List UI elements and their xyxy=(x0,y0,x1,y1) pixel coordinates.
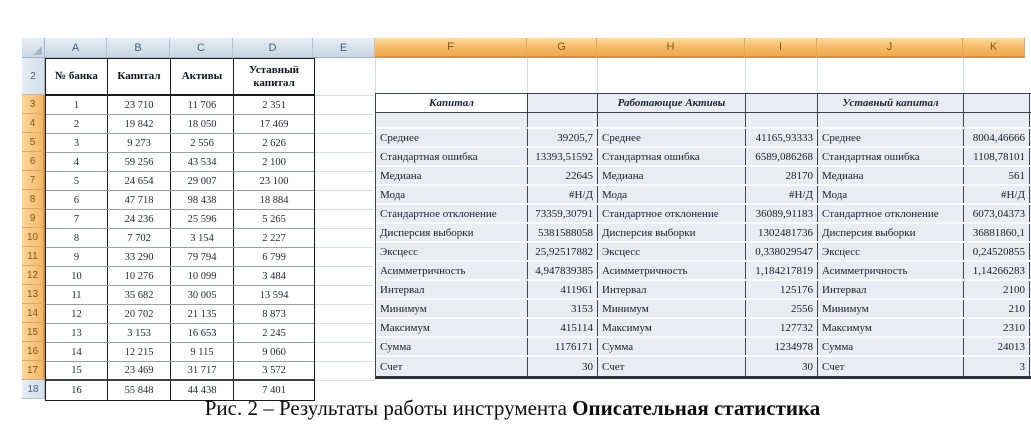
bank-table-row xyxy=(46,172,314,191)
bank-cell[interactable]: 16 xyxy=(46,381,108,400)
stat-value-cell[interactable]: 30 xyxy=(746,357,818,376)
corner-triangle-icon xyxy=(33,46,42,55)
gridline xyxy=(314,228,374,229)
stat-label-cell[interactable]: Асимметричность xyxy=(376,262,528,279)
bank-header-cell[interactable]: Активы xyxy=(171,59,234,94)
bank-table-row xyxy=(46,286,314,305)
stat-label-cell[interactable]: Счет xyxy=(818,357,964,376)
bank-cell[interactable]: 2 351 xyxy=(262,99,286,111)
stat-value-cell[interactable]: 1,184217819 xyxy=(746,262,818,279)
row-header-7[interactable]: 7 xyxy=(22,171,45,190)
bank-cell[interactable]: 10 276 xyxy=(108,267,171,285)
bank-cell[interactable]: 13 xyxy=(46,324,108,342)
bank-cell[interactable]: 29 007 xyxy=(171,172,234,190)
bank-cell[interactable]: 12 215 xyxy=(108,343,171,361)
bank-header-cell[interactable]: Капитал xyxy=(108,59,171,94)
column-header-G[interactable]: G xyxy=(527,38,597,58)
bank-cell[interactable]: 9 xyxy=(46,248,108,266)
stats-row xyxy=(376,205,1031,224)
stat-value-cell[interactable]: 73359,30791 xyxy=(528,205,598,222)
bank-cell[interactable]: 5 xyxy=(46,172,108,190)
stat-label-cell[interactable]: Дисперсия выборки xyxy=(376,224,528,241)
row-header-9[interactable]: 9 xyxy=(22,209,45,228)
gridline xyxy=(314,190,374,191)
stat-label-cell[interactable]: Максимум xyxy=(376,319,528,336)
stats-empty-row xyxy=(376,113,1031,129)
stat-label-cell[interactable]: Эксцесс xyxy=(376,243,528,260)
bank-table-row xyxy=(46,229,314,248)
stat-label-cell[interactable]: Среднее xyxy=(818,129,964,146)
bank-cell[interactable]: 8 873 xyxy=(262,308,286,320)
bank-cell[interactable]: 15 xyxy=(46,362,108,379)
stats-row xyxy=(376,338,1031,357)
bank-table-row xyxy=(46,305,314,324)
stat-value-cell[interactable]: 25,92517882 xyxy=(528,243,598,260)
stat-value-cell[interactable]: 30 xyxy=(528,357,598,376)
column-header-E[interactable]: E xyxy=(313,38,375,58)
stats-row xyxy=(376,357,1031,376)
stat-label-cell[interactable]: Эксцесс xyxy=(598,243,746,260)
column-header-D[interactable]: D xyxy=(233,38,313,58)
stat-label-cell[interactable]: Минимум xyxy=(818,300,964,317)
stat-label-cell[interactable]: Стандартная ошибка xyxy=(818,148,964,165)
stat-value-cell[interactable]: #Н/Д xyxy=(964,186,1030,203)
bank-header-cell[interactable]: Уставный капитал xyxy=(248,63,299,89)
stat-label-cell[interactable]: Среднее xyxy=(598,129,746,146)
stat-value-cell[interactable]: #Н/Д xyxy=(528,186,598,203)
stats-row xyxy=(376,167,1031,186)
stat-label-cell[interactable]: Стандартное отклонение xyxy=(376,205,528,222)
stat-label-cell[interactable]: Сумма xyxy=(818,338,964,355)
stat-value-cell[interactable]: 6589,086268 xyxy=(746,148,818,165)
column-header-F[interactable]: F xyxy=(375,38,527,58)
bank-cell[interactable]: 30 005 xyxy=(171,286,234,304)
bank-cell[interactable]: 25 596 xyxy=(171,210,234,228)
stat-label-cell[interactable]: Мода xyxy=(818,186,964,203)
stat-label-cell[interactable]: Стандартное отклонение xyxy=(818,205,964,222)
stat-label-cell[interactable]: Эксцесс xyxy=(818,243,964,260)
stat-label-cell[interactable]: Максимум xyxy=(598,319,746,336)
row-header-12[interactable]: 12 xyxy=(22,266,45,285)
caption-bold: Описательная статистика xyxy=(572,396,821,420)
stat-value-cell[interactable]: 3153 xyxy=(528,300,598,317)
bank-cell[interactable]: 23 469 xyxy=(108,362,171,379)
stat-label-cell[interactable]: Максимум xyxy=(818,319,964,336)
stat-label-cell[interactable]: Стандартное отклонение xyxy=(598,205,746,222)
gridline xyxy=(527,58,528,93)
bank-cell[interactable]: 2 556 xyxy=(171,134,234,152)
gridline xyxy=(314,133,374,134)
bank-cell[interactable]: 2 245 xyxy=(262,327,286,339)
stat-value-cell[interactable]: 210 xyxy=(964,300,1030,317)
row-header-5[interactable]: 5 xyxy=(22,133,45,152)
stat-label-cell[interactable]: Медиана xyxy=(818,167,964,184)
stat-value-cell[interactable]: 2310 xyxy=(964,319,1030,336)
stat-value-cell[interactable]: 41165,93333 xyxy=(746,129,818,146)
bank-cell[interactable]: 2 227 xyxy=(262,232,286,244)
stat-value-cell[interactable]: 415114 xyxy=(528,319,598,336)
stat-value-cell[interactable]: 1176171 xyxy=(528,338,598,355)
bank-cell[interactable]: 9 115 xyxy=(171,343,234,361)
stats-row xyxy=(376,224,1031,243)
stat-label-cell[interactable]: Минимум xyxy=(376,300,528,317)
caption-text: Рис. 2 – Результаты работы инструмента xyxy=(204,396,573,420)
stats-row xyxy=(376,300,1031,319)
column-headers-row xyxy=(22,38,1025,58)
bank-cell[interactable]: 6 799 xyxy=(262,251,286,263)
row-header-15[interactable]: 15 xyxy=(22,323,45,342)
gridline xyxy=(745,58,746,93)
stats-row xyxy=(376,148,1031,167)
bank-cell[interactable]: 31 717 xyxy=(171,362,234,379)
row-header-10[interactable]: 10 xyxy=(22,228,45,247)
bank-cell[interactable]: 14 xyxy=(46,343,108,361)
bank-table-row xyxy=(46,210,314,229)
bank-cell[interactable]: 2 626 xyxy=(262,137,286,149)
gridline xyxy=(314,380,374,381)
bank-cell[interactable]: 18 884 xyxy=(259,194,289,206)
row-headers xyxy=(22,58,45,399)
stats-empty-cell[interactable] xyxy=(376,113,528,127)
stat-value-cell[interactable]: 1,14266283 xyxy=(964,262,1030,279)
stat-label-cell[interactable]: Дисперсия выборки xyxy=(818,224,964,241)
bank-cell[interactable]: 47 718 xyxy=(108,191,171,209)
bank-cell[interactable]: 7 xyxy=(46,210,108,228)
stat-label-cell[interactable]: Асимметричность xyxy=(598,262,746,279)
row-header-3[interactable]: 3 xyxy=(22,95,45,114)
bank-header-cell[interactable]: № банка xyxy=(46,59,108,94)
gridline xyxy=(314,114,374,115)
stat-label-cell[interactable]: Медиана xyxy=(598,167,746,184)
stat-value-cell[interactable]: 125176 xyxy=(746,281,818,298)
bank-cell[interactable]: 98 438 xyxy=(171,191,234,209)
stat-label-cell[interactable]: Стандартная ошибка xyxy=(376,148,528,165)
stat-value-cell[interactable]: 24013 xyxy=(964,338,1030,355)
stats-empty-cell[interactable] xyxy=(528,113,598,127)
bank-cell[interactable]: 16 653 xyxy=(171,324,234,342)
row-header-2[interactable]: 2 xyxy=(22,58,45,95)
bank-cell[interactable]: 23 710 xyxy=(108,96,171,114)
bank-table-row xyxy=(46,191,314,210)
stat-label-cell[interactable]: Интервал xyxy=(598,281,746,298)
stat-value-cell[interactable]: 0,24520855 xyxy=(964,243,1030,260)
stats-row xyxy=(376,186,1031,205)
row-header-6[interactable]: 6 xyxy=(22,152,45,171)
bank-cell[interactable]: 1 xyxy=(46,96,108,114)
bank-data-table xyxy=(45,58,315,401)
gridline xyxy=(314,247,374,248)
row-header-18[interactable]: 18 xyxy=(22,380,45,399)
stat-label-cell[interactable]: Мода xyxy=(598,186,746,203)
stats-row xyxy=(376,243,1031,262)
gridline xyxy=(314,209,374,210)
stats-header-row xyxy=(376,94,1031,113)
stats-header-empty-cell[interactable] xyxy=(746,94,818,112)
stat-value-cell[interactable]: 561 xyxy=(964,167,1030,184)
stat-value-cell[interactable]: 3 xyxy=(964,357,1030,376)
bank-table-row xyxy=(46,134,314,153)
figure-caption xyxy=(0,396,1025,421)
bank-cell[interactable]: 24 236 xyxy=(108,210,171,228)
bank-table-row xyxy=(46,248,314,267)
gridline xyxy=(314,266,374,267)
column-header-K[interactable]: K xyxy=(963,38,1025,58)
stat-label-cell[interactable]: Минимум xyxy=(598,300,746,317)
bank-cell[interactable]: 20 702 xyxy=(108,305,171,323)
gridline xyxy=(314,152,374,153)
bank-cell[interactable]: 23 100 xyxy=(259,175,289,187)
stat-value-cell[interactable]: 28170 xyxy=(746,167,818,184)
stat-label-cell[interactable]: Счет xyxy=(598,357,746,376)
stat-value-cell[interactable]: #Н/Д xyxy=(746,186,818,203)
bank-cell[interactable]: 3 484 xyxy=(262,270,286,282)
bank-table-row xyxy=(46,267,314,286)
bank-table-row xyxy=(46,153,314,172)
column-header-C[interactable]: C xyxy=(170,38,233,58)
stat-value-cell[interactable]: 411961 xyxy=(528,281,598,298)
column-header-A[interactable]: A xyxy=(45,38,107,58)
bank-cell[interactable]: 2 xyxy=(46,115,108,133)
stat-label-cell[interactable]: Мода xyxy=(376,186,528,203)
stats-header-empty-cell[interactable] xyxy=(964,94,1030,112)
bank-cell[interactable]: 3 572 xyxy=(262,365,286,376)
stat-value-cell[interactable]: 39205,7 xyxy=(528,129,598,146)
bank-cell[interactable]: 13 594 xyxy=(259,289,289,301)
bank-cell[interactable]: 8 xyxy=(46,229,108,247)
row-header-16[interactable]: 16 xyxy=(22,342,45,361)
column-header-H[interactable]: H xyxy=(597,38,745,58)
stat-label-cell[interactable]: Интервал xyxy=(818,281,964,298)
column-header-J[interactable]: J xyxy=(817,38,963,58)
stat-label-cell[interactable]: Медиана xyxy=(376,167,528,184)
bank-cell[interactable]: 59 256 xyxy=(108,153,171,171)
stat-value-cell[interactable]: 1108,78101 xyxy=(964,148,1030,165)
stat-label-cell[interactable]: Сумма xyxy=(376,338,528,355)
select-all-corner[interactable] xyxy=(22,38,45,58)
gridline xyxy=(314,95,374,96)
stat-value-cell[interactable]: 0,338029547 xyxy=(746,243,818,260)
bank-cell[interactable]: 19 842 xyxy=(108,115,171,133)
bank-cell[interactable]: 10 xyxy=(46,267,108,285)
row-header-13[interactable]: 13 xyxy=(22,285,45,304)
bank-table-row xyxy=(46,115,314,134)
gridline xyxy=(314,342,374,343)
row-header-4[interactable]: 4 xyxy=(22,114,45,133)
bank-cell[interactable]: 55 848 xyxy=(108,381,171,400)
bank-cell[interactable]: 11 xyxy=(46,286,108,304)
bank-cell[interactable]: 3 xyxy=(46,134,108,152)
stat-value-cell[interactable]: 127732 xyxy=(746,319,818,336)
bank-table-header-row xyxy=(46,59,314,96)
stats-group-header[interactable]: Работающие Активы xyxy=(598,94,746,112)
stat-value-cell[interactable]: 22645 xyxy=(528,167,598,184)
bank-cell[interactable]: 33 290 xyxy=(108,248,171,266)
bank-cell[interactable]: 2 100 xyxy=(262,156,286,168)
stat-value-cell[interactable]: 6073,04373 xyxy=(964,205,1030,222)
stats-empty-cell[interactable] xyxy=(964,113,1030,127)
bank-cell[interactable]: 21 135 xyxy=(171,305,234,323)
bank-cell[interactable]: 79 794 xyxy=(171,248,234,266)
bank-cell[interactable]: 11 706 xyxy=(171,96,234,114)
stat-label-cell[interactable]: Дисперсия выборки xyxy=(598,224,746,241)
stat-value-cell[interactable]: 8004,46666 xyxy=(964,129,1030,146)
stat-value-cell[interactable]: 36089,91183 xyxy=(746,205,818,222)
stat-label-cell[interactable]: Интервал xyxy=(376,281,528,298)
stat-value-cell[interactable]: 13393,51592 xyxy=(528,148,598,165)
stat-label-cell[interactable]: Сумма xyxy=(598,338,746,355)
row-header-11[interactable]: 11 xyxy=(22,247,45,266)
bank-cell[interactable]: 24 654 xyxy=(108,172,171,190)
gridline xyxy=(314,285,374,286)
stats-empty-cell[interactable] xyxy=(818,113,964,127)
bank-cell[interactable]: 17 469 xyxy=(259,118,289,130)
bank-cell[interactable]: 10 099 xyxy=(171,267,234,285)
bank-cell[interactable]: 18 050 xyxy=(171,115,234,133)
column-header-I[interactable]: I xyxy=(745,38,817,58)
row-header-8[interactable]: 8 xyxy=(22,190,45,209)
stat-value-cell[interactable]: 1234978 xyxy=(746,338,818,355)
bank-cell[interactable]: 35 682 xyxy=(108,286,171,304)
stats-empty-cell[interactable] xyxy=(746,113,818,127)
gridline xyxy=(963,58,964,93)
stat-value-cell[interactable]: 5381588058 xyxy=(528,224,598,241)
bank-cell[interactable]: 9 273 xyxy=(108,134,171,152)
gridline xyxy=(314,304,374,305)
gridline xyxy=(314,323,374,324)
bank-cell[interactable]: 5 265 xyxy=(262,213,286,225)
bank-cell[interactable]: 3 154 xyxy=(171,229,234,247)
stat-label-cell[interactable]: Среднее xyxy=(376,129,528,146)
gridline xyxy=(314,361,374,362)
stats-group-header[interactable]: Уставный капитал xyxy=(818,94,964,112)
bank-cell[interactable]: 6 xyxy=(46,191,108,209)
bank-cell[interactable]: 9 060 xyxy=(262,346,286,358)
gridline xyxy=(375,58,376,93)
gridline xyxy=(314,171,374,172)
stat-value-cell[interactable]: 36881860,1 xyxy=(964,224,1030,241)
row-header-14[interactable]: 14 xyxy=(22,304,45,323)
stat-value-cell[interactable]: 2556 xyxy=(746,300,818,317)
column-header-B[interactable]: B xyxy=(107,38,170,58)
bank-cell[interactable]: 4 xyxy=(46,153,108,171)
row-header-17[interactable]: 17 xyxy=(22,361,45,380)
stats-header-empty-cell[interactable] xyxy=(528,94,598,112)
descriptive-stats-table xyxy=(375,93,1031,379)
stats-row xyxy=(376,262,1031,281)
stat-value-cell[interactable]: 4,947839385 xyxy=(528,262,598,279)
stat-label-cell[interactable]: Асимметричность xyxy=(818,262,964,279)
stat-value-cell[interactable]: 2100 xyxy=(964,281,1030,298)
bank-cell[interactable]: 12 xyxy=(46,305,108,323)
bank-table-row xyxy=(46,96,314,115)
bank-cell[interactable]: 7 702 xyxy=(108,229,171,247)
stats-row xyxy=(376,281,1031,300)
stat-label-cell[interactable]: Счет xyxy=(376,357,528,376)
stats-row xyxy=(376,319,1031,338)
stat-value-cell[interactable]: 1302481736 xyxy=(746,224,818,241)
bank-cell[interactable]: 7 401 xyxy=(262,385,286,396)
bank-table-row xyxy=(46,324,314,343)
gridline xyxy=(817,58,818,93)
stats-group-header[interactable]: Капитал xyxy=(376,94,528,112)
bank-table-row xyxy=(46,362,314,381)
bank-cell[interactable]: 44 438 xyxy=(171,381,234,400)
spreadsheet xyxy=(22,38,1025,396)
stats-row xyxy=(376,129,1031,148)
gridline xyxy=(597,58,598,93)
bank-cell[interactable]: 43 534 xyxy=(171,153,234,171)
stats-empty-cell[interactable] xyxy=(598,113,746,127)
stat-label-cell[interactable]: Стандартная ошибка xyxy=(598,148,746,165)
bank-table-row xyxy=(46,343,314,362)
bank-cell[interactable]: 3 153 xyxy=(108,324,171,342)
